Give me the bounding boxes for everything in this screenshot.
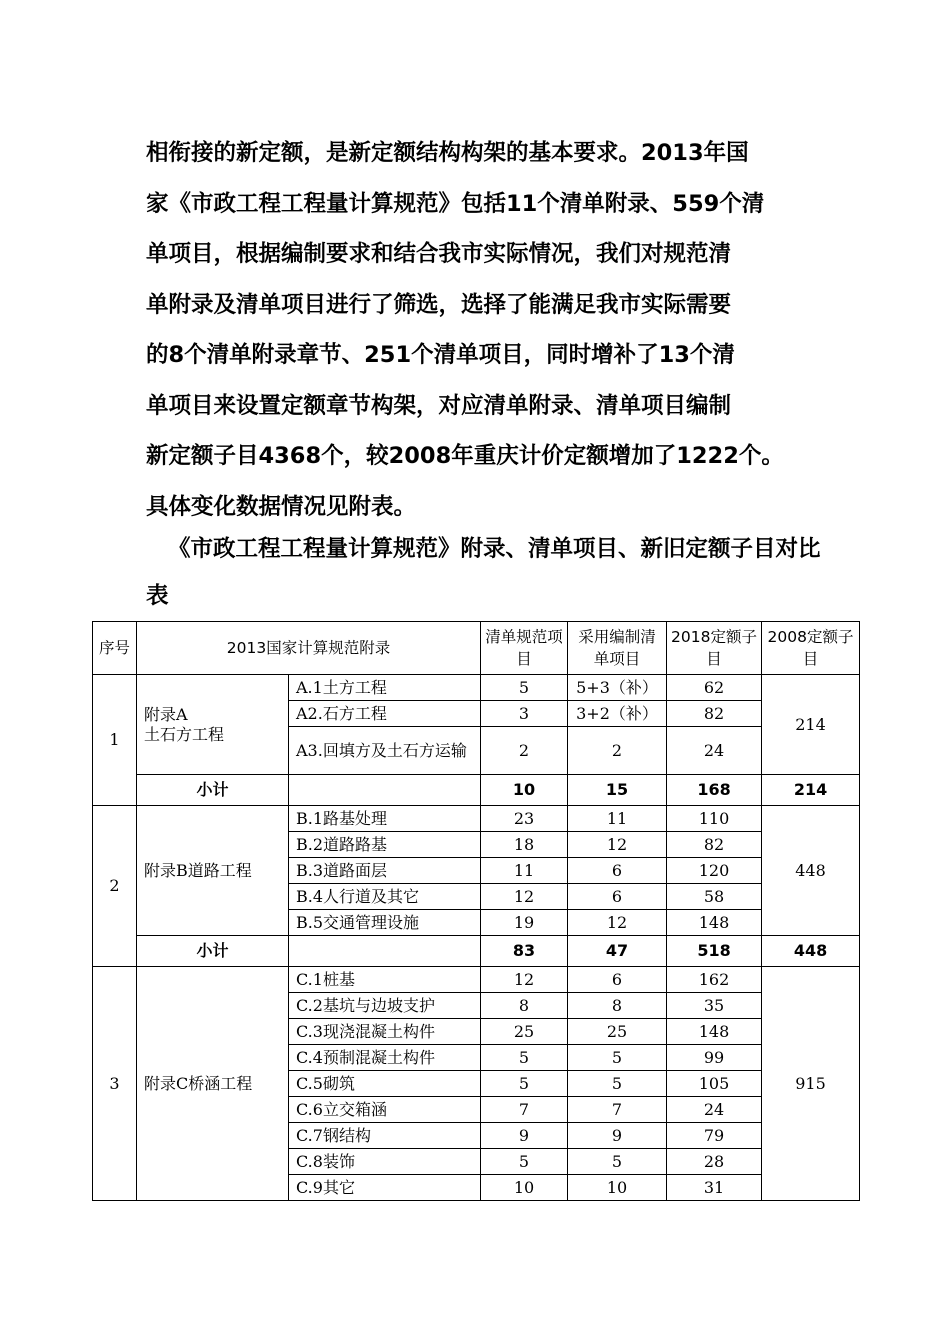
quota-2018-cell: 105 <box>667 1071 762 1097</box>
adopted-items-cell: 5 <box>568 1149 667 1175</box>
subtotal-2018-cell: 168 <box>667 775 762 806</box>
subtotal-row <box>93 775 860 806</box>
adopted-items-cell: 6 <box>568 884 667 910</box>
item-cell: C.8装饰 <box>289 1149 481 1175</box>
subtotal-2008-cell: 448 <box>762 936 860 967</box>
comparison-table <box>92 621 860 1201</box>
quota-2008-cell: 915 <box>762 967 860 1201</box>
quota-2018-cell: 58 <box>667 884 762 910</box>
table-row <box>93 806 860 832</box>
header-adopted-items: 采用编制清单项目 <box>568 622 667 675</box>
adopted-items-cell: 2 <box>568 727 667 775</box>
quota-2018-cell: 24 <box>667 727 762 775</box>
quota-2018-cell: 82 <box>667 701 762 727</box>
spec-items-cell: 12 <box>481 884 568 910</box>
quota-2018-cell: 79 <box>667 1123 762 1149</box>
quota-2018-cell: 35 <box>667 993 762 1019</box>
spec-items-cell: 10 <box>481 1175 568 1201</box>
subtotal-blank-cell <box>289 936 481 967</box>
item-cell: C.9其它 <box>289 1175 481 1201</box>
body-paragraph: 相衔接的新定额，是新定额结构构架的基本要求。2013年国 家《市政工程工程量计算规范》包括11个清单附录、559个清 单项目，根据编制要求和结合我市实际情况，我们对规范清 单附录及清单项目进行了筛选，选择了能满足我市实际需要 的8个清单附录章节、251个清单项目，同时增补了13个清 单项目来设置定额章节构架，对应清单附录、清单项目编制 新定额子目4368个，较2008年重庆计价定额增加了1222个。 具体变化数据情况见附表。 <box>146 140 784 520</box>
subtotal-spec-cell: 10 <box>481 775 568 806</box>
group-seq-cell: 1 <box>93 675 137 806</box>
quota-2018-cell: 62 <box>667 675 762 701</box>
item-cell: C.2基坑与边坡支护 <box>289 993 481 1019</box>
item-cell: B.1路基处理 <box>289 806 481 832</box>
spec-items-cell: 18 <box>481 832 568 858</box>
item-cell: A3.回填方及土石方运输 <box>289 727 481 775</box>
item-cell: A2.石方工程 <box>289 701 481 727</box>
spec-items-cell: 5 <box>481 1071 568 1097</box>
item-cell: A.1土方工程 <box>289 675 481 701</box>
quota-2008-cell: 448 <box>762 806 860 936</box>
header-2008: 2008定额子目 <box>762 622 860 675</box>
adopted-items-cell: 8 <box>568 993 667 1019</box>
item-cell: C.6立交箱涵 <box>289 1097 481 1123</box>
quota-2018-cell: 31 <box>667 1175 762 1201</box>
adopted-items-cell: 25 <box>568 1019 667 1045</box>
subtotal-2018-cell: 518 <box>667 936 762 967</box>
quota-2018-cell: 148 <box>667 1019 762 1045</box>
adopted-items-cell: 12 <box>568 832 667 858</box>
quota-2018-cell: 24 <box>667 1097 762 1123</box>
quota-2018-cell: 110 <box>667 806 762 832</box>
item-cell: C.5砌筑 <box>289 1071 481 1097</box>
quota-2018-cell: 120 <box>667 858 762 884</box>
item-cell: C.4预制混凝土构件 <box>289 1045 481 1071</box>
subtotal-row <box>93 936 860 967</box>
quota-2018-cell: 148 <box>667 910 762 936</box>
spec-items-cell: 7 <box>481 1097 568 1123</box>
group-seq-cell: 3 <box>93 967 137 1201</box>
spec-items-cell: 2 <box>481 727 568 775</box>
header-seq: 序号 <box>93 622 137 675</box>
table-row <box>93 675 860 701</box>
subtotal-2008-cell: 214 <box>762 775 860 806</box>
adopted-items-cell: 10 <box>568 1175 667 1201</box>
quota-2018-cell: 99 <box>667 1045 762 1071</box>
group-name-cell: 附录C桥涵工程 <box>137 967 289 1201</box>
adopted-items-cell: 6 <box>568 967 667 993</box>
subtotal-blank-cell <box>289 775 481 806</box>
adopted-items-cell: 6 <box>568 858 667 884</box>
adopted-items-cell: 3+2（补） <box>568 701 667 727</box>
group-name-cell: 附录B道路工程 <box>137 806 289 936</box>
adopted-items-cell: 5 <box>568 1071 667 1097</box>
adopted-items-cell: 7 <box>568 1097 667 1123</box>
subtotal-label-cell: 小计 <box>137 775 289 806</box>
spec-items-cell: 11 <box>481 858 568 884</box>
adopted-items-cell: 12 <box>568 910 667 936</box>
spec-items-cell: 25 <box>481 1019 568 1045</box>
header-appendix: 2013国家计算规范附录 <box>137 622 481 675</box>
adopted-items-cell: 5+3（补） <box>568 675 667 701</box>
spec-items-cell: 9 <box>481 1123 568 1149</box>
spec-items-cell: 5 <box>481 675 568 701</box>
subtotal-adopted-cell: 15 <box>568 775 667 806</box>
adopted-items-cell: 11 <box>568 806 667 832</box>
item-cell: B.2道路路基 <box>289 832 481 858</box>
table-header-row <box>93 622 860 675</box>
quota-2018-cell: 28 <box>667 1149 762 1175</box>
spec-items-cell: 12 <box>481 967 568 993</box>
spec-items-cell: 5 <box>481 1045 568 1071</box>
item-cell: C.3现浇混凝土构件 <box>289 1019 481 1045</box>
spec-items-cell: 8 <box>481 993 568 1019</box>
table-row <box>93 967 860 993</box>
item-cell: B.3道路面层 <box>289 858 481 884</box>
adopted-items-cell: 5 <box>568 1045 667 1071</box>
item-cell: B.4人行道及其它 <box>289 884 481 910</box>
spec-items-cell: 3 <box>481 701 568 727</box>
header-2018: 2018定额子目 <box>667 622 762 675</box>
quota-2018-cell: 82 <box>667 832 762 858</box>
item-cell: C.1桩基 <box>289 967 481 993</box>
table-caption: 《市政工程工程量计算规范》附录、清单项目、新旧定额子目对比表 <box>146 536 821 609</box>
header-spec-items: 清单规范项目 <box>481 622 568 675</box>
adopted-items-cell: 9 <box>568 1123 667 1149</box>
quota-2018-cell: 162 <box>667 967 762 993</box>
subtotal-label-cell: 小计 <box>137 936 289 967</box>
subtotal-adopted-cell: 47 <box>568 936 667 967</box>
quota-2008-cell: 214 <box>762 675 860 775</box>
spec-items-cell: 23 <box>481 806 568 832</box>
group-seq-cell: 2 <box>93 806 137 967</box>
item-cell: C.7钢结构 <box>289 1123 481 1149</box>
item-cell: B.5交通管理设施 <box>289 910 481 936</box>
spec-items-cell: 19 <box>481 910 568 936</box>
spec-items-cell: 5 <box>481 1149 568 1175</box>
group-name-cell: 附录A 土石方工程 <box>137 675 289 775</box>
subtotal-spec-cell: 83 <box>481 936 568 967</box>
